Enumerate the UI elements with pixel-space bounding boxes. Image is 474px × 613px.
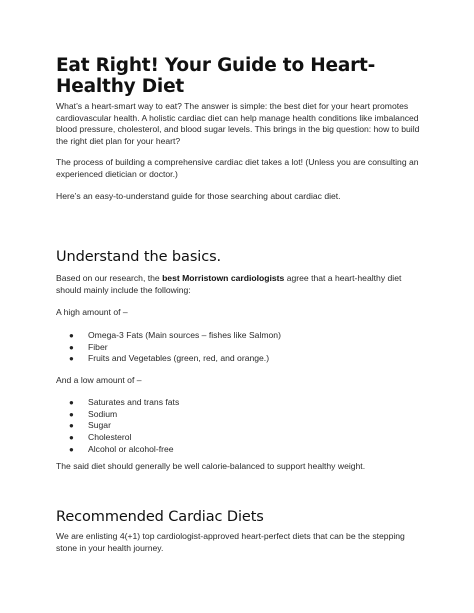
- high-amount-list: [56, 330, 428, 365]
- research-suffix: agree that a heart-healthy diet should mainly include the following:: [56, 273, 402, 295]
- cardiologists-emphasis: best Morristown cardiologists: [162, 273, 285, 283]
- list-item: ● Alcohol or alcohol-free: [69, 443, 174, 454]
- research-prefix: Based on our research, the: [56, 273, 163, 283]
- guide-paragraph: Here’s an easy-to-understand guide for those searching about cardiac diet.: [56, 191, 341, 201]
- list-item: ● Sodium: [69, 408, 118, 419]
- section-heading-diets: Recommended Cardiac Diets: [56, 509, 264, 525]
- page-title: Eat Right! Your Guide to Heart-Healthy Diet: [56, 55, 376, 97]
- list-item: ● Fruits and Vegetables (green, red, and orange.): [69, 353, 270, 364]
- list-item: ● Sugar: [69, 420, 111, 431]
- intro-paragraph: What’s a heart-smart way to eat? The answer is simple: the best diet for your heart promotes cardiovascular health. A holistic cardiac diet can help manage health conditions like imbalanced blood pressure, cholesterol, and blood sugar levels. This brings in the big question: how to build the right diet plan for your heart?: [56, 101, 420, 146]
- section-heading-basics: Understand the basics.: [56, 249, 222, 265]
- bullet-icon: ●: [69, 433, 74, 443]
- bullet-icon: ●: [69, 409, 74, 419]
- list-item: ● Saturates and trans fats: [69, 397, 180, 407]
- diets-paragraph: We are enlisting 4(+1) top cardiologist-approved heart-perfect diets that can be the stepping stone in your health journey.: [56, 531, 405, 553]
- bullet-icon: ●: [69, 421, 74, 431]
- balance-paragraph: The said diet should generally be well calorie-balanced to support healthy weight.: [56, 461, 366, 471]
- research-paragraph: [56, 273, 428, 296]
- bullet-icon: ●: [69, 444, 74, 454]
- low-amount-label: And a low amount of –: [56, 375, 142, 385]
- bullet-icon: ●: [69, 354, 74, 364]
- bullet-icon: ●: [69, 331, 74, 340]
- list-item: ● Cholesterol: [69, 432, 132, 443]
- list-item: ● Fiber: [69, 341, 108, 352]
- bullet-icon: ●: [69, 398, 74, 407]
- list-item: ● Omega-3 Fats (Main sources – fishes like Salmon): [69, 330, 281, 340]
- high-amount-label: A high amount of –: [56, 307, 128, 317]
- process-paragraph: The process of building a comprehensive cardiac diet takes a lot! (Unless you are consulting an experienced dietician or doctor.): [56, 157, 419, 179]
- bullet-icon: ●: [69, 342, 74, 352]
- low-amount-list: [56, 397, 428, 456]
